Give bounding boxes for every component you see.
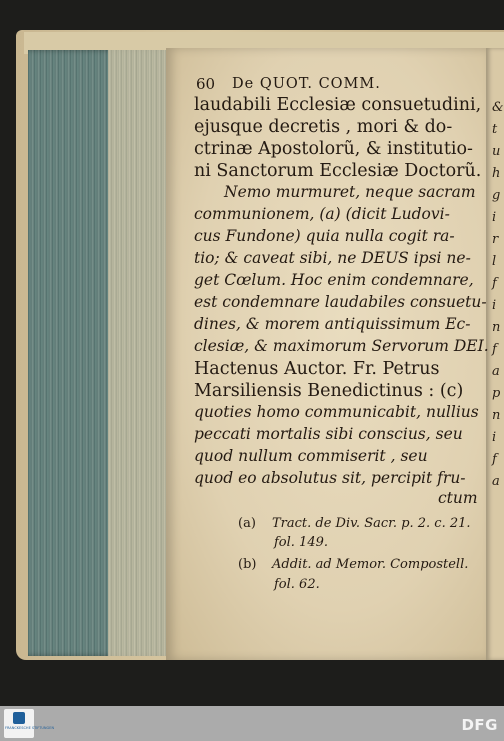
text-line-6: communionem, (a) (dicit Ludovi-	[194, 205, 450, 223]
footnote-a-text: Tract. de Div. Sacr. p. 2. c. 21.	[272, 516, 471, 531]
text-line-11: dines, & morem antiquissimum Ec-	[194, 315, 471, 333]
footnote-b-marker: (b)	[238, 557, 257, 572]
text-line-2: ejusque decretis , mori & do-	[194, 117, 453, 137]
footnote-a-continuation: fol. 149.	[274, 535, 329, 550]
text-line-16: peccati mortalis sibi conscius, seu	[194, 425, 463, 443]
adjacent-page-glyph: n	[492, 320, 501, 335]
adjacent-page-glyph: h	[492, 166, 501, 181]
institution-mark-icon	[13, 712, 25, 724]
adjacent-page-glyph: n	[492, 408, 501, 423]
text-line-3: ctrinæ Apostolorũ, & institutio-	[194, 139, 473, 159]
text-line-8: tio; & caveat sibi, ne DEUS ipsi ne-	[194, 249, 471, 267]
adjacent-page-glyph: t	[492, 122, 498, 137]
franckesche-stiftungen-logo[interactable]	[4, 709, 55, 738]
adjacent-page-glyph: f	[492, 452, 497, 467]
adjacent-page-glyph: &	[492, 100, 504, 115]
text-line-7: cus Fundone) quia nulla cogit ra-	[194, 227, 455, 245]
footnote-b-continuation: fol. 62.	[274, 577, 320, 592]
page-number: 60	[196, 75, 216, 93]
text-line-9: get Cœlum. Hoc enim condemnare,	[194, 271, 474, 289]
text-line-13: Hactenus Auctor. Fr. Petrus	[194, 359, 440, 379]
text-line-15: quoties homo communicabit, nullius	[194, 403, 479, 421]
text-line-19: ctum	[438, 489, 478, 507]
adjacent-page-glyph: f	[492, 342, 497, 357]
adjacent-page-glyph: l	[492, 254, 497, 269]
page-block-edge	[28, 50, 170, 656]
logo-text: FRANCKESCHE STIFTUNGEN	[5, 726, 55, 730]
text-line-4: ni Sanctorum Ecclesiæ Doctorũ.	[194, 161, 482, 181]
adjacent-page-glyph: g	[492, 188, 501, 203]
adjacent-page-glyph: i	[492, 430, 497, 445]
adjacent-page-glyph: a	[492, 364, 500, 379]
text-line-1: laudabili Ecclesiæ consuetudini,	[194, 95, 482, 115]
footnote-a-marker: (a)	[238, 516, 256, 531]
adjacent-page-edge	[486, 48, 504, 660]
text-line-12: clesiæ, & maximorum Servorum DEI.	[194, 337, 489, 355]
viewer-footer-bar	[0, 706, 504, 741]
adjacent-page-glyph: i	[492, 210, 497, 225]
dfg-logo[interactable]: DFG	[461, 716, 498, 734]
text-line-18: quod eo absolutus sit, percipit fru-	[194, 469, 466, 487]
adjacent-page-glyph: r	[492, 232, 499, 247]
adjacent-page-glyph: u	[492, 144, 501, 159]
adjacent-page-glyph: i	[492, 298, 497, 313]
text-line-10: est condemnare laudabiles consuetu-	[194, 293, 487, 311]
adjacent-page-glyph: p	[492, 386, 501, 401]
running-head: De QUOT. COMM.	[232, 76, 381, 92]
adjacent-page-glyph: a	[492, 474, 500, 489]
adjacent-page-glyph: f	[492, 276, 497, 291]
text-line-5: Nemo murmuret, neque sacram	[224, 183, 476, 201]
text-line-14: Marsiliensis Benedictinus : (c)	[194, 381, 464, 401]
footnote-b-text: Addit. ad Memor. Compostell.	[272, 557, 469, 572]
text-line-17: quod nullum commiserit , seu	[194, 447, 428, 465]
